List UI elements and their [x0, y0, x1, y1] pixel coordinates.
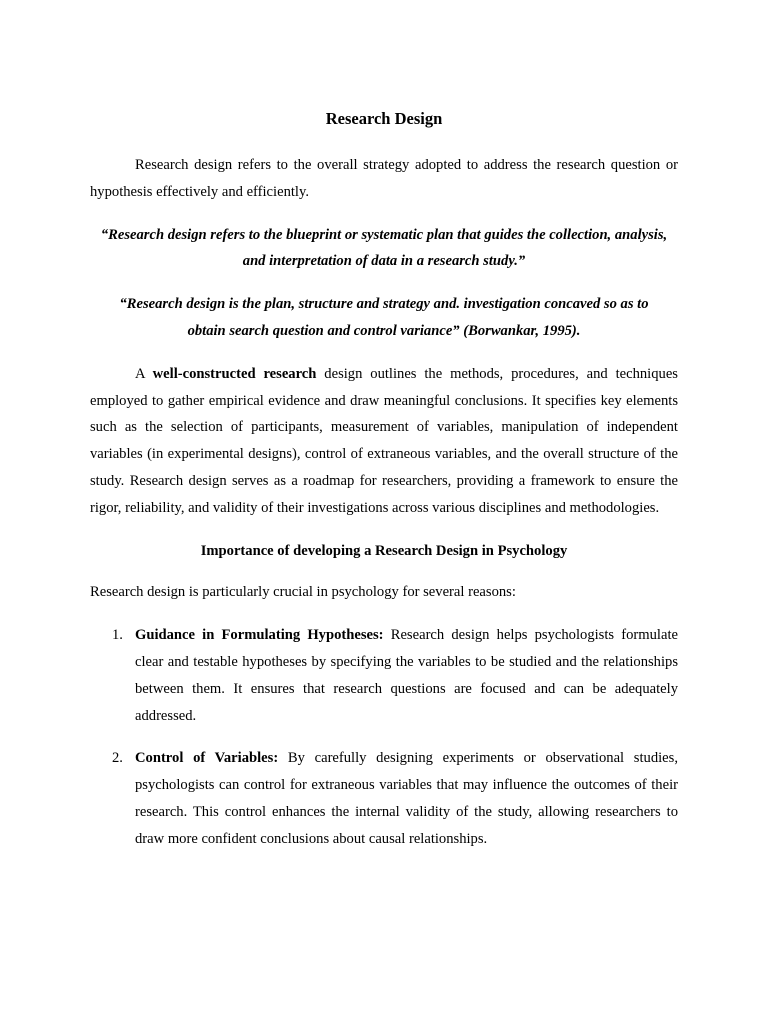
- list-item-number: 1.: [112, 627, 123, 644]
- list-item-body: [135, 622, 678, 729]
- list-item-text: By carefully designing experiments or observational studies, psychologists can control for extraneous variables that may influence the outcomes of their research. This control enhances the internal validity of the study, allowing researchers to draw more confident conclusions about causal relationships.: [135, 750, 678, 847]
- list-item-body: [135, 745, 678, 852]
- body-paragraph-text: design outlines the methods, procedures, and techniques employed to gather empirical evidence and draw meaningful conclusions. It specifies key elements such as the selection of participants, measurement of variables, manipulation of independent variables (in experimental designs), control of extraneous variables, and the overall structure of the study. Research design serves as a roadmap for researchers, providing a framework to ensure the rigor, reliability, and validity of their investigations across various disciplines and methodologies.: [90, 365, 678, 516]
- body-paragraph: [90, 361, 678, 522]
- document-title: Research Design: [325, 109, 443, 128]
- body-paragraph-prefix: A: [135, 365, 153, 382]
- section-lead: Research design is particularly crucial in psychology for several reasons:: [90, 584, 516, 601]
- document-page: [90, 108, 678, 869]
- definition-quote: “Research design refers to the blueprint or systematic plan that guides the collection, analysis, and interpretation of data in a research study.”: [100, 226, 668, 270]
- body-paragraph-emphasis: well-constructed research: [152, 365, 317, 382]
- section-heading: Importance of developing a Research Design in Psychology: [200, 542, 568, 559]
- intro-paragraph: Research design refers to the overall strategy adopted to address the research question or hypothesis effectively and efficiently.: [90, 157, 678, 200]
- list-item: [90, 745, 678, 852]
- citation-quote: “Research design is the plan, structure and strategy and. investigation concaved so as to obtain search question and control variance” (Borwankar, 1995).: [119, 296, 649, 339]
- reasons-list: [90, 622, 678, 852]
- list-item-title: Control of Variables:: [135, 750, 279, 767]
- list-item-title: Guidance in Formulating Hypotheses:: [135, 627, 384, 644]
- list-item-text: Research design helps psychologists formulate clear and testable hypotheses by specifying the variables to be studied and the relationships between them. It ensures that research questions are focused and can be adequately addressed.: [135, 627, 678, 724]
- list-item: [90, 622, 678, 729]
- list-item-number: 2.: [112, 750, 123, 767]
